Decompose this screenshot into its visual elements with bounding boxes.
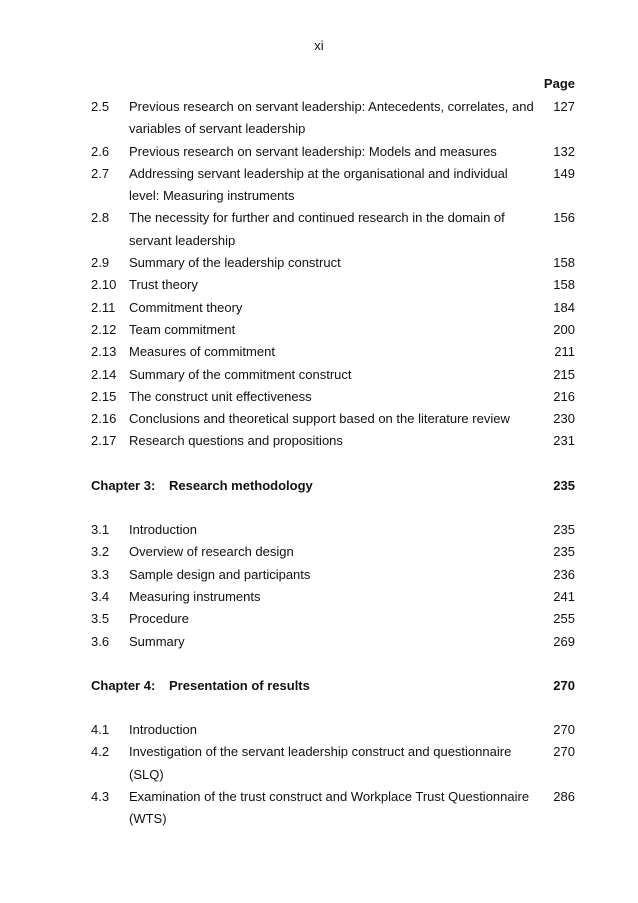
toc-entry [91,319,575,341]
entry-number: 2.11 [91,299,116,315]
entry-title: Trust theory [129,277,198,293]
toc-entry [91,741,575,786]
entry-page: 158 [553,277,575,293]
entry-title: Conclusions and theoretical support based on the literature review [129,411,510,427]
page-number: xi [314,38,324,53]
entry-number: 3.6 [91,633,110,649]
toc-entry [91,541,575,563]
entry-title: Addressing servant leadership at the organisational and individual level: Measuring instruments [129,165,508,204]
entry-number: 3.3 [91,566,110,582]
entry-page: 270 [553,744,575,760]
entry-title: Sample design and participants [129,566,311,582]
entry-page: 184 [553,299,575,315]
entry-number: 2.12 [91,321,117,337]
toc-entry [91,341,575,363]
entry-title: Introduction [129,522,197,538]
toc-entry [91,252,575,274]
entry-title: Examination of the trust construct and Workplace Trust Questionnaire (WTS) [129,789,530,827]
toc-entry [91,386,575,408]
toc-entry [91,297,575,319]
toc-entry [91,141,575,163]
table-of-contents [91,96,575,831]
entry-page: 235 [553,522,575,538]
entry-page: 231 [553,433,575,449]
entry-number: 2.13 [91,344,117,360]
toc-entry [91,631,575,653]
chapter-heading [91,475,575,497]
entry-title: Commitment theory [129,299,243,315]
toc-entry [91,408,575,430]
entry-page: 286 [553,789,575,805]
page-column-heading: Page [543,76,575,91]
toc-entry [91,719,575,741]
entry-page: 156 [553,210,575,226]
entry-number: 2.14 [91,366,117,382]
entry-number: 4.3 [91,789,110,805]
chapter-title: Presentation of results [169,677,310,693]
entry-page: 127 [553,99,575,114]
entry-number: 2.15 [91,388,117,404]
entry-number: 4.1 [91,722,110,738]
entry-number: 2.10 [91,277,117,293]
toc-entry [91,564,575,586]
entry-title: Measuring instruments [129,588,261,604]
entry-page: 255 [553,611,575,627]
entry-number: 3.4 [91,588,110,604]
entry-title: The necessity for further and continued research in the domain of servant leadership [129,210,505,248]
entry-title: Team commitment [129,321,236,337]
chapter-label: Chapter 4: [91,677,156,693]
entry-page: 132 [553,143,575,159]
toc-entry [91,519,575,541]
entry-page: 211 [554,344,575,360]
toc-entry [91,207,575,252]
entry-number: 2.9 [91,255,110,271]
entry-title: Overview of research design [129,544,294,560]
entry-page: 270 [553,722,575,738]
toc-entry [91,430,575,452]
entry-title: Previous research on servant leadership: Models and measures [129,143,497,159]
toc-entry [91,274,575,296]
entry-page: 241 [553,588,575,604]
entry-title: Investigation of the servant leadership construct and questionnaire (SLQ) [129,744,512,782]
entry-page: 236 [553,566,575,582]
entry-page: 215 [553,366,575,382]
entry-title: Measures of commitment [129,344,275,360]
entry-number: 3.1 [91,522,110,538]
entry-page: 158 [553,255,575,271]
entry-title: Summary of the commitment construct [129,366,352,382]
entry-title: The construct unit effectiveness [129,388,312,404]
entry-page: 230 [553,411,575,427]
entry-page: 200 [553,321,575,337]
toc-entry [91,608,575,630]
chapter-page: 270 [553,677,575,693]
entry-page: 149 [553,165,575,181]
entry-title: Procedure [129,611,189,627]
entry-number: 3.2 [91,544,110,560]
chapter-heading [91,675,575,697]
entry-number: 2.16 [91,411,117,427]
entry-title: Summary of the leadership construct [129,255,341,271]
toc-entry [91,364,575,386]
toc-entry [91,786,575,831]
entry-page: 216 [553,388,575,404]
entry-number: 2.17 [91,433,117,449]
entry-number: 4.2 [91,744,110,760]
chapter-label: Chapter 3: [91,477,156,493]
entry-title: Introduction [129,722,197,738]
entry-number: 2.5 [91,99,110,114]
entry-number: 2.8 [91,210,110,226]
entry-page: 269 [553,633,575,649]
toc-entry [91,586,575,608]
toc-entry [91,96,575,141]
entry-title: Research questions and propositions [129,433,343,449]
chapter-title: Research methodology [169,477,313,493]
entry-title: Previous research on servant leadership: Antecedents, correlates, and variables of servant leadership [129,99,534,137]
entry-number: 3.5 [91,611,110,627]
entry-number: 2.6 [91,143,110,159]
chapter-page: 235 [553,477,575,493]
entry-title: Summary [129,633,185,649]
entry-page: 235 [553,544,575,560]
toc-entry [91,163,575,208]
entry-number: 2.7 [91,165,110,181]
